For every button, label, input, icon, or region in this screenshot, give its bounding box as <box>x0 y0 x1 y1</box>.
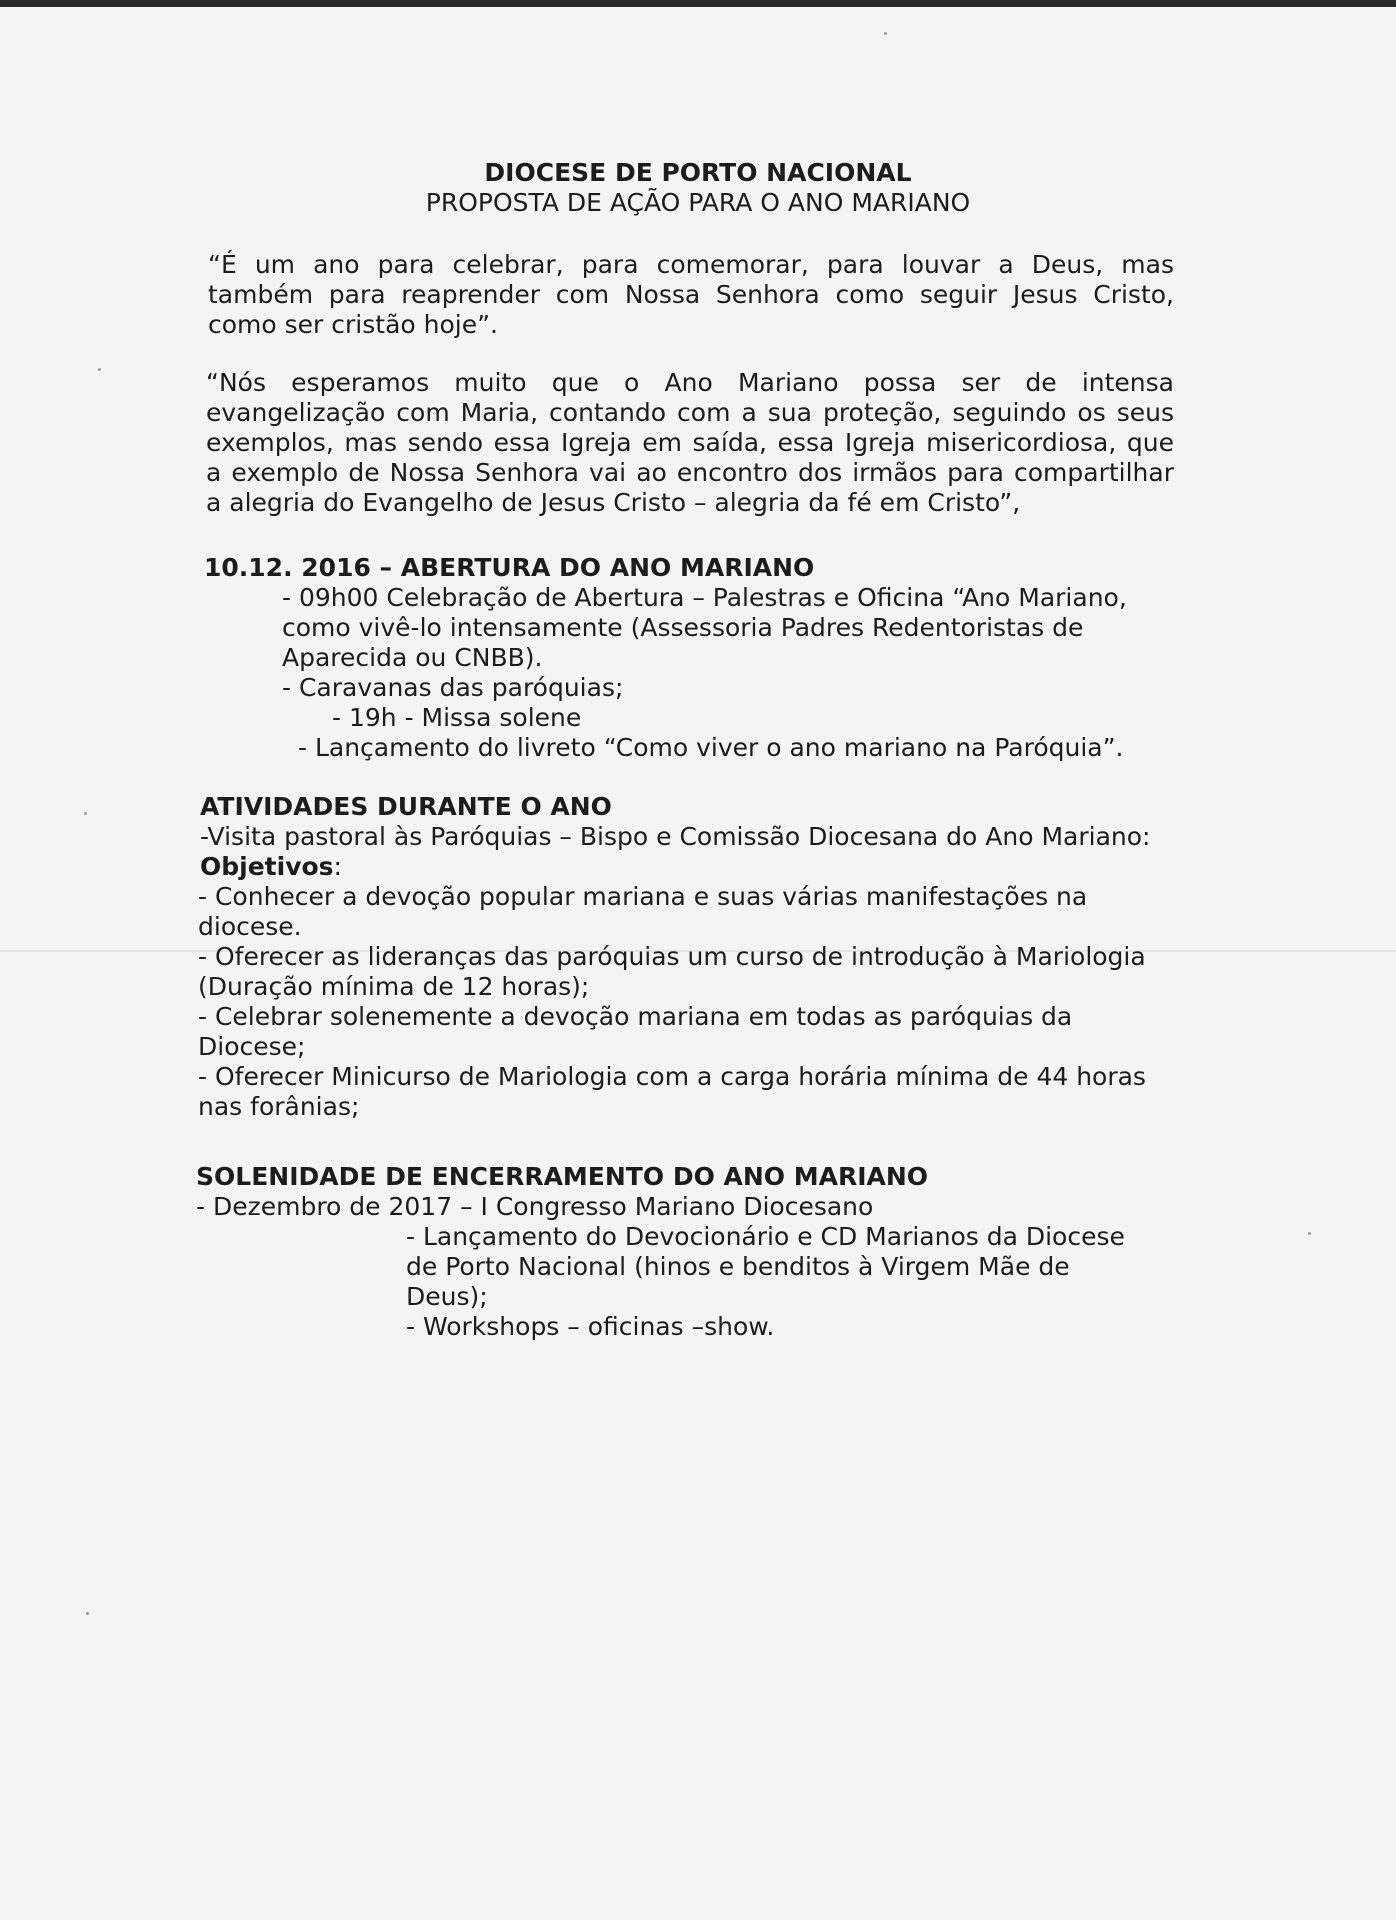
quote-paragraph-1 <box>208 250 1174 340</box>
quote-2-line: “Nós esperamos muito que o Ano Mariano possa ser de intensa <box>206 368 1174 397</box>
objectives-label-text: Objetivos <box>200 852 334 881</box>
objective-line: - Celebrar solenemente a devoção mariana em todas as paróquias da <box>198 1002 1073 1031</box>
objective-line: - Conhecer a devoção popular mariana e suas várias manifestações na <box>198 882 1088 911</box>
closing-date-line: - Dezembro de 2017 – I Congresso Mariano Diocesano <box>196 1192 874 1221</box>
quote-2-line: evangelização com Maria, contando com a sua proteção, seguindo os seus <box>206 398 1174 427</box>
objective-line: nas forânias; <box>198 1092 360 1121</box>
closing-item-line: Deus); <box>406 1282 488 1311</box>
closing-item-line: - Lançamento do Devocionário e CD Marianos da Diocese <box>406 1222 1125 1251</box>
scan-speck <box>884 32 887 35</box>
objective-item <box>198 882 1087 942</box>
opening-item-line: como vivê-lo intensamente (Assessoria Padres Redentoristas de <box>282 613 1084 642</box>
opening-item-celebration <box>282 583 1127 673</box>
activities-pastoral-visit: -Visita pastoral às Paróquias – Bispo e Comissão Diocesana do Ano Mariano: <box>200 822 1151 851</box>
objective-line: diocese. <box>198 912 302 941</box>
quote-1-line: também para reaprender com Nossa Senhora como seguir Jesus Cristo, <box>208 280 1174 309</box>
closing-item-line: de Porto Nacional (hinos e benditos à Virgem Mãe de <box>406 1252 1070 1281</box>
opening-item-line: - 09h00 Celebração de Abertura – Palestras e Oficina “Ano Mariano, <box>282 583 1127 612</box>
quote-paragraph-2 <box>206 368 1174 518</box>
document-subtitle: PROPOSTA DE AÇÃO PARA O ANO MARIANO <box>425 188 971 217</box>
objective-line: - Oferecer as lideranças das paróquias um curso de introdução à Mariologia <box>198 942 1146 971</box>
opening-heading: 10.12. 2016 – ABERTURA DO ANO MARIANO <box>204 553 815 582</box>
quote-2-line: a exemplo de Nossa Senhora vai ao encontro dos irmãos para compartilhar <box>206 458 1174 487</box>
opening-item-mass: - 19h - Missa solene <box>332 703 582 732</box>
opening-item-line: Aparecida ou CNBB). <box>282 643 543 672</box>
objective-item <box>198 1002 1072 1062</box>
quote-1-line: como ser cristão hoje”. <box>208 310 498 339</box>
quote-2-line: exemplos, mas sendo essa Igreja em saída, essa Igreja misericordiosa, que <box>206 428 1174 457</box>
activities-heading: ATIVIDADES DURANTE O ANO <box>200 792 612 821</box>
document-title: DIOCESE DE PORTO NACIONAL <box>484 158 912 187</box>
opening-item-booklet: - Lançamento do livreto “Como viver o ano mariano na Paróquia”. <box>298 733 1124 762</box>
scan-speck <box>84 812 87 815</box>
quote-1-line: “É um ano para celebrar, para comemorar, para louvar a Deus, mas <box>208 250 1174 279</box>
objective-line: - Oferecer Minicurso de Mariologia com a carga horária mínima de 44 horas <box>198 1062 1146 1091</box>
objectives-label-colon: : <box>333 852 342 881</box>
closing-item-devotional <box>406 1222 1125 1312</box>
closing-item-workshops: - Workshops – oficinas –show. <box>406 1312 775 1341</box>
objective-item <box>198 942 1146 1002</box>
quote-2-line: a alegria do Evangelho de Jesus Cristo – alegria da fé em Cristo”, <box>206 488 1021 517</box>
objective-line: Diocese; <box>198 1032 306 1061</box>
scan-speck <box>1308 1232 1311 1235</box>
scan-speck <box>86 1612 89 1615</box>
objectives-label <box>200 852 342 882</box>
closing-heading: SOLENIDADE DE ENCERRAMENTO DO ANO MARIANO <box>196 1162 929 1191</box>
scan-speck <box>98 368 101 371</box>
objective-item <box>198 1062 1146 1122</box>
opening-item-caravans: - Caravanas das paróquias; <box>282 673 624 702</box>
objective-line: (Duração mínima de 12 horas); <box>198 972 590 1001</box>
